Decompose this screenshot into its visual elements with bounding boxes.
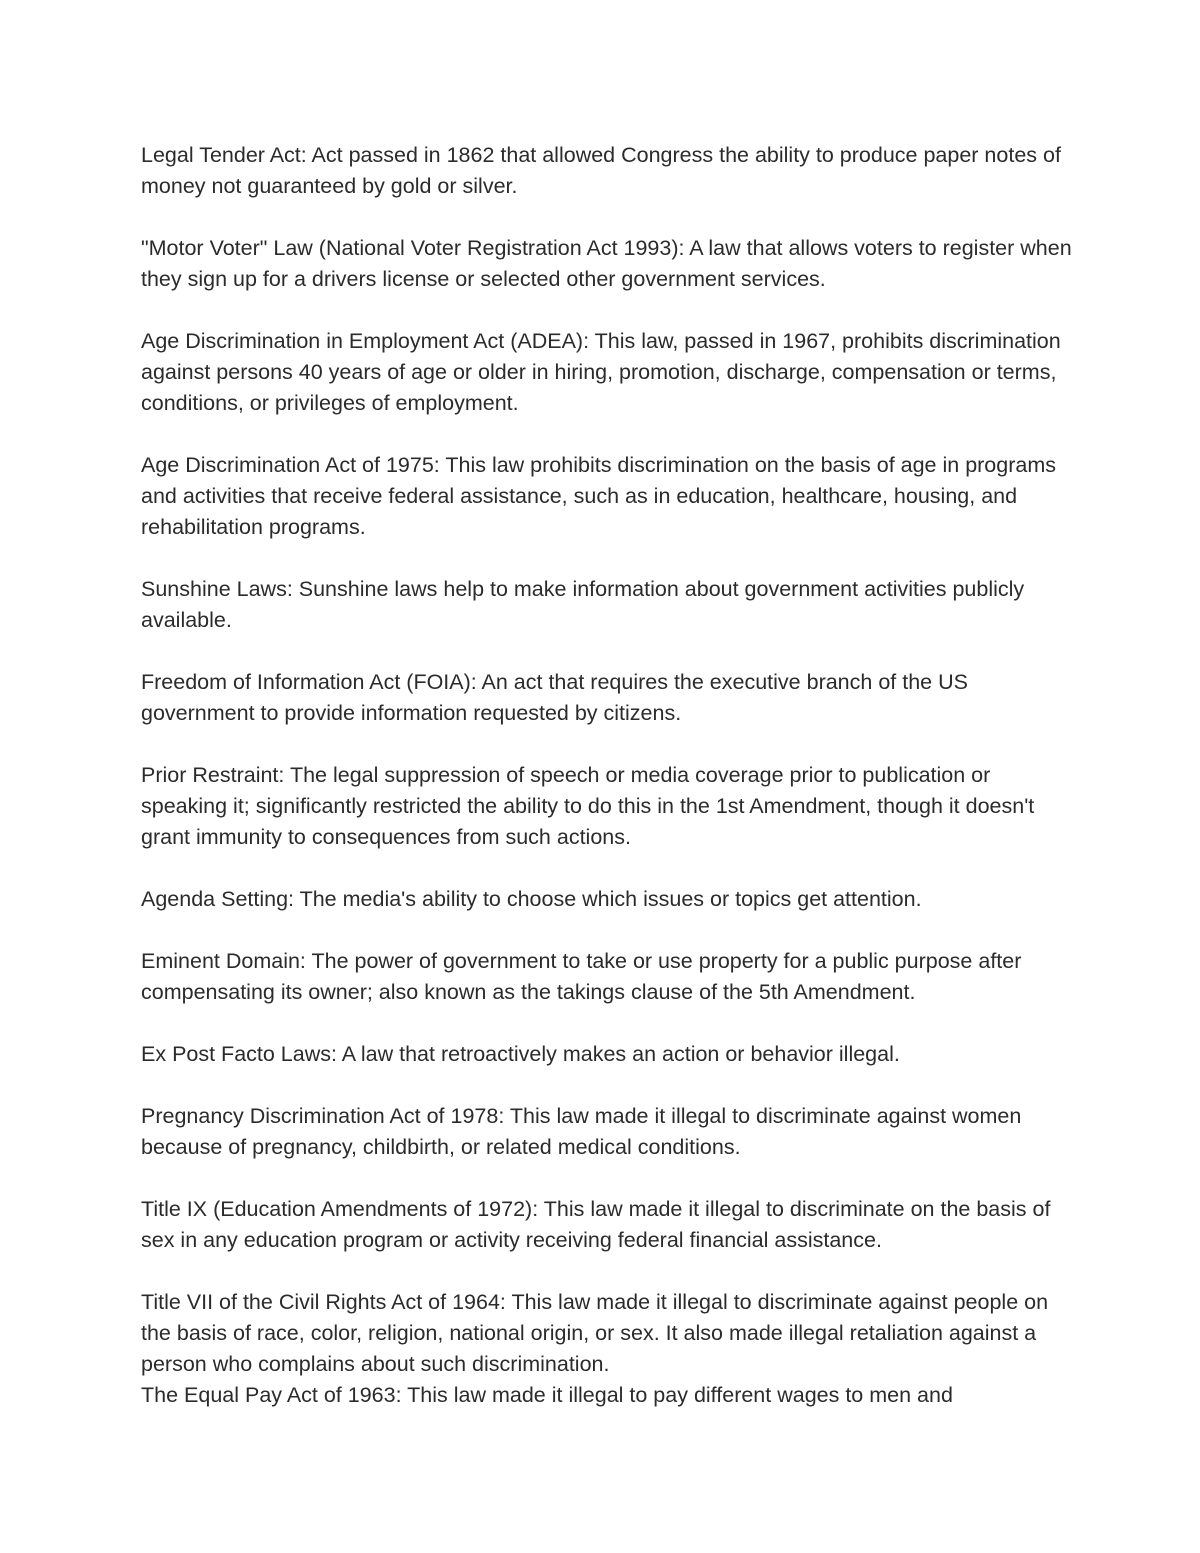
definition-equal-pay-act: The Equal Pay Act of 1963: This law made it illegal to pay different wages to men and [141,1383,953,1407]
definition-age-discrimination-act-1975: Age Discrimination Act of 1975: This law prohibits discrimination on the basis of age in programs and activities that receive federal assistance, such as in education, healthcare, housing, and rehabilitation programs. [141,453,1056,539]
definition-legal-tender-act: Legal Tender Act: Act passed in 1862 that allowed Congress the ability to produce paper notes of money not guaranteed by gold or silver. [141,143,1061,198]
definition-adea: Age Discrimination in Employment Act (ADEA): This law, passed in 1967, prohibits discrimination against persons 40 years of age or older in hiring, promotion, discharge, compensation or terms, conditions, or privileges of employment. [141,329,1061,415]
definition-title-ix: Title IX (Education Amendments of 1972): This law made it illegal to discriminate on the basis of sex in any education program or activity receiving federal financial assistance. [141,1197,1051,1252]
definition-foia: Freedom of Information Act (FOIA): An act that requires the executive branch of the US government to provide information requested by citizens. [141,670,968,725]
definition-pregnancy-discrimination-act: Pregnancy Discrimination Act of 1978: This law made it illegal to discriminate against women because of pregnancy, childbirth, or related medical conditions. [141,1104,1022,1159]
definition-eminent-domain: Eminent Domain: The power of government to take or use property for a public purpose after compensating its owner; also known as the takings clause of the 5th Amendment. [141,949,1022,1004]
document-body [141,140,1076,1411]
definition-ex-post-facto-laws: Ex Post Facto Laws: A law that retroactively makes an action or behavior illegal. [141,1042,900,1066]
definition-title-vii: Title VII of the Civil Rights Act of 1964: This law made it illegal to discriminate against people on the basis of race, color, religion, national origin, or sex. It also made illegal retaliation against a person who complains about such discrimination. [141,1290,1049,1376]
definition-sunshine-laws: Sunshine Laws: Sunshine laws help to make information about government activities publicly available. [141,577,1025,632]
definition-agenda-setting: Agenda Setting: The media's ability to choose which issues or topics get attention. [141,887,922,911]
definition-motor-voter-law: "Motor Voter" Law (National Voter Registration Act 1993): A law that allows voters to register when they sign up for a drivers license or selected other government services. [141,236,1072,291]
definition-prior-restraint: Prior Restraint: The legal suppression of speech or media coverage prior to publication or speaking it; significantly restricted the ability to do this in the 1st Amendment, though it doesn't grant immunity to consequences from such actions. [141,763,1035,849]
